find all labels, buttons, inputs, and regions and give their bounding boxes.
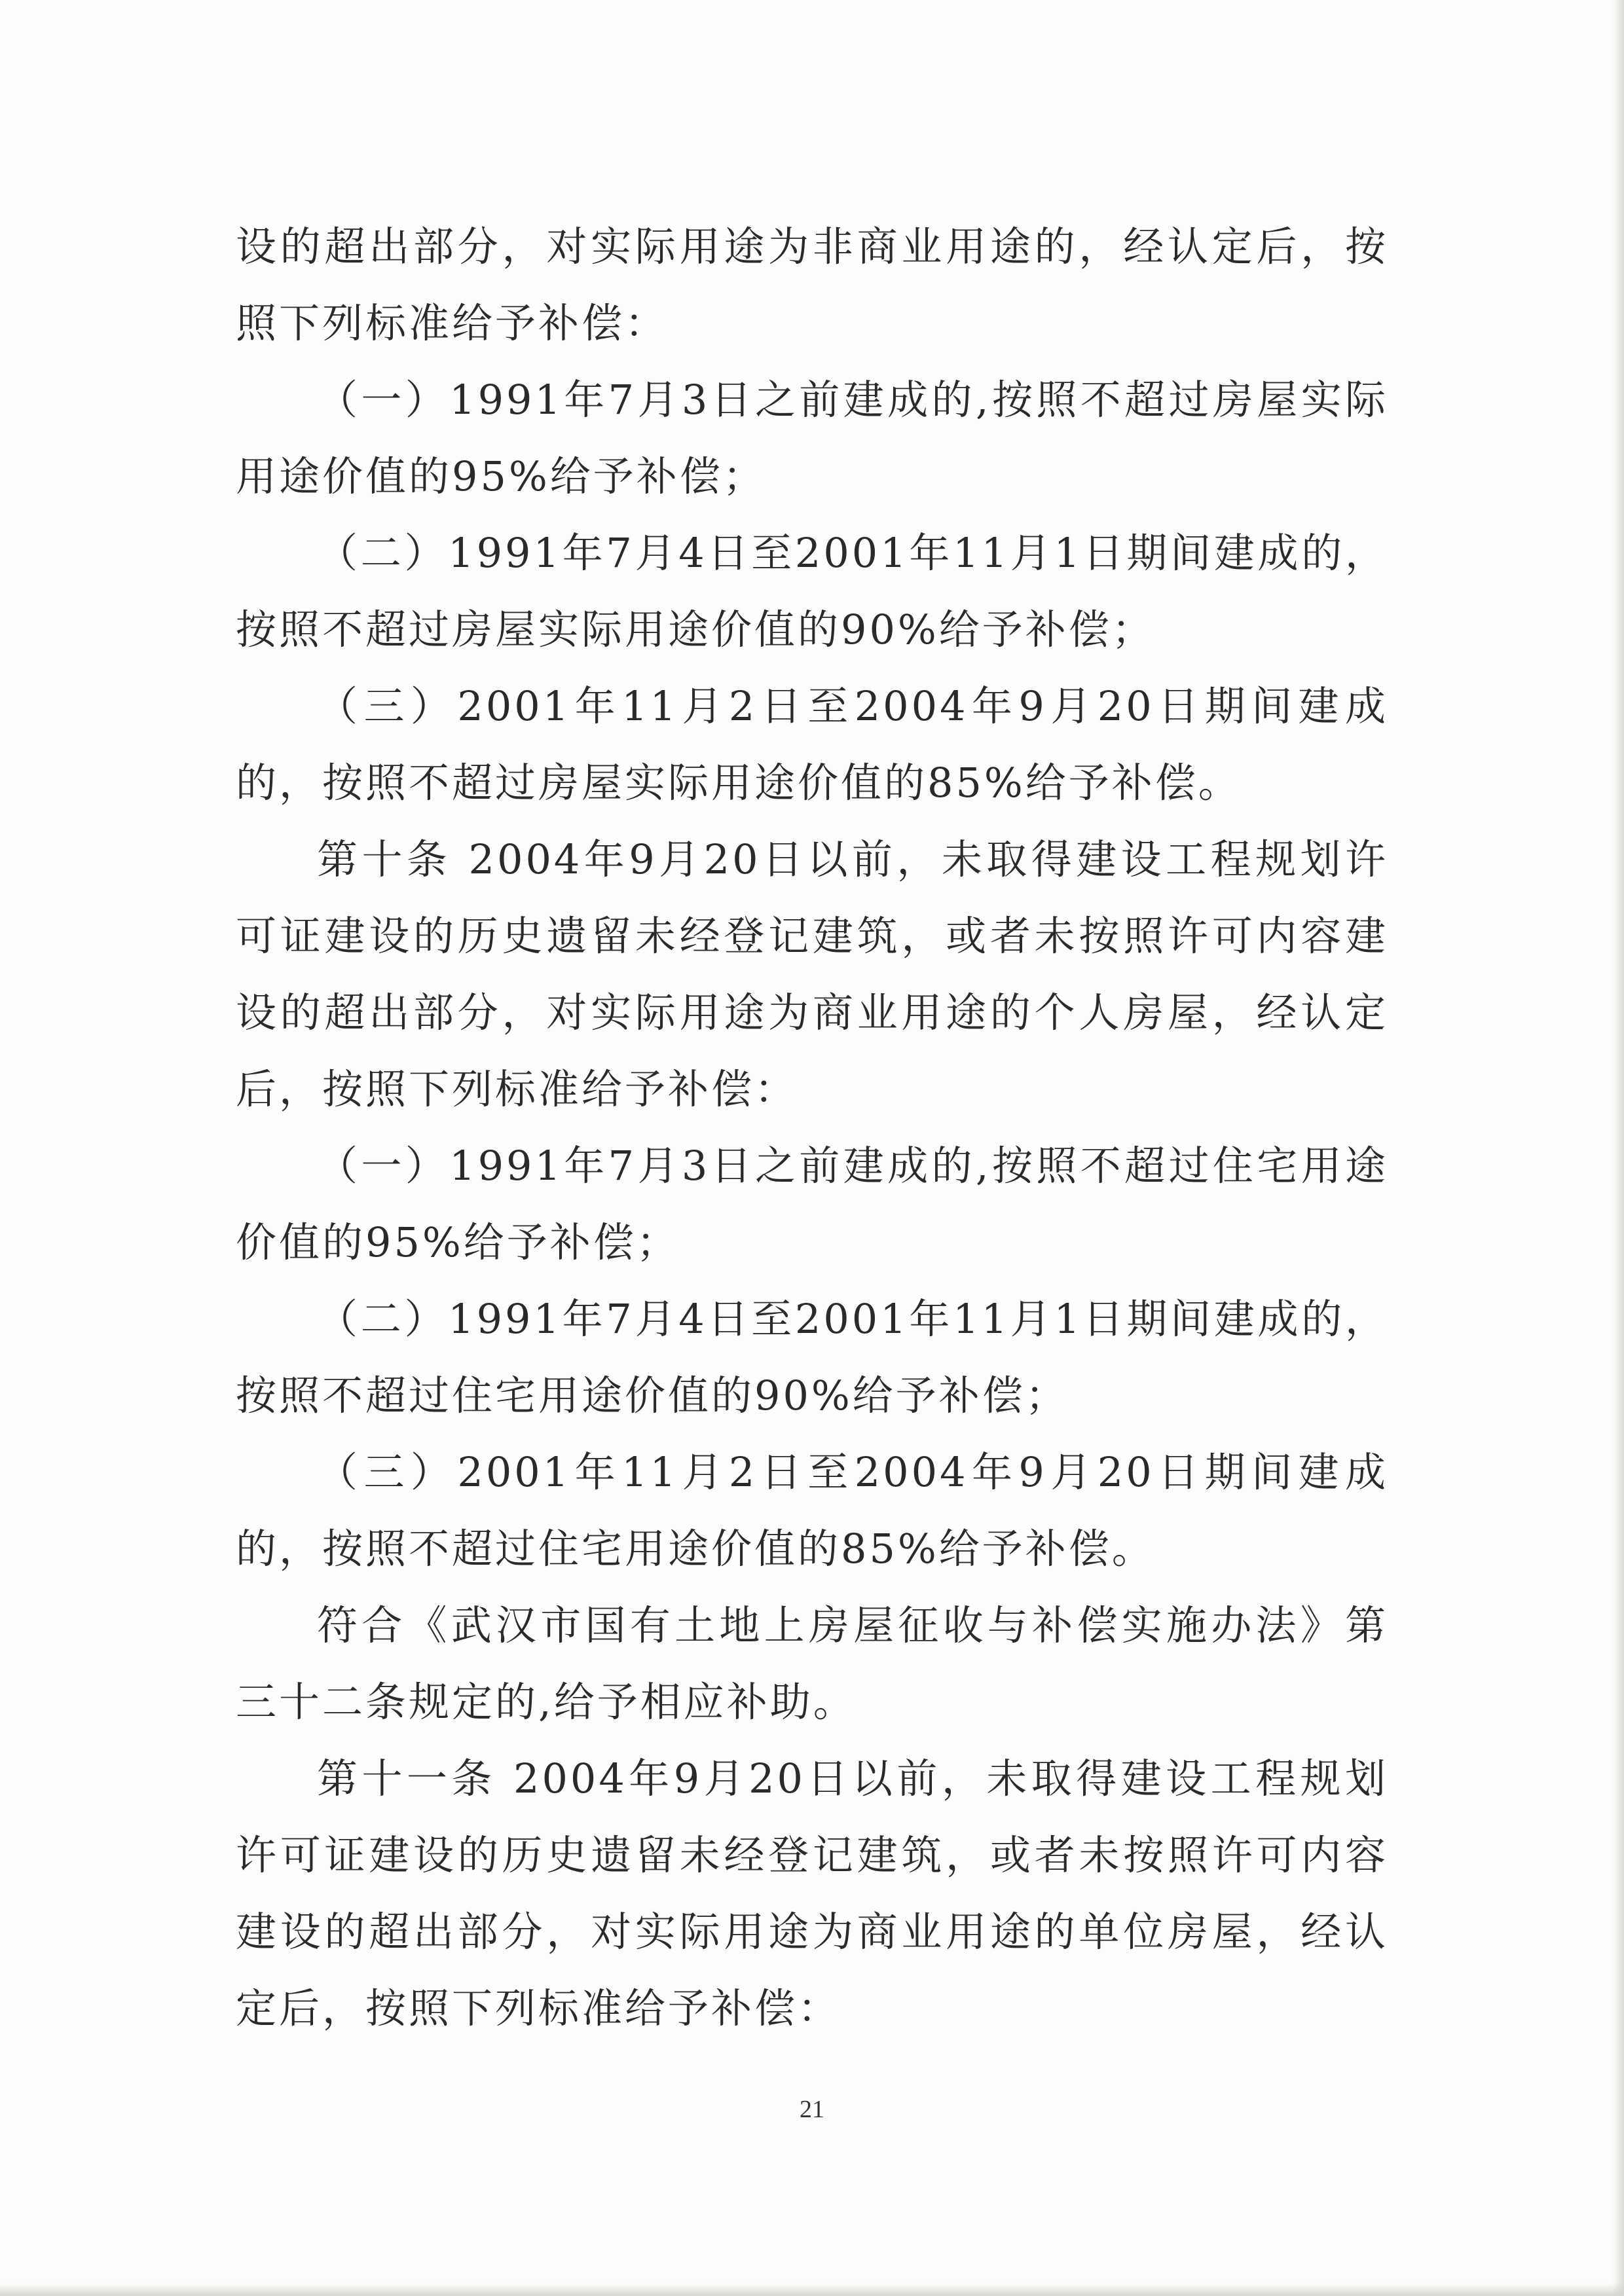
paragraph-article-10-item-3: （三）2001年11月2日至2004年9月20日期间建成的，按照不超过住宅用途价值的85%给予补偿。 (236, 1448, 1388, 1573)
paragraph-article-10: 第十条 2004年9月20日以前，未取得建设工程规划许可证建设的历史遗留未经登记建筑，或者未按照许可内容建设的超出部分，对实际用途为商业用途的个人房屋，经认定后，按照下列标准给予补偿： (236, 835, 1388, 1113)
paragraph-article-10-item-2: （二）1991年7月4日至2001年11月1日期间建成的，按照不超过住宅用途价值的90%给予补偿； (236, 1295, 1388, 1419)
scan-edge-bottom (0, 2283, 1624, 2296)
scan-edge-right (1612, 0, 1624, 2296)
paragraph-item-2: （二）1991年7月4日至2001年11月1日期间建成的，按照不超过房屋实际用途价值的90%给予补偿； (236, 529, 1388, 653)
document-body (236, 208, 1388, 2047)
paragraph-article-11: 第十一条 2004年9月20日以前，未取得建设工程规划许可证建设的历史遗留未经登记建筑，或者未按照许可内容建设的超出部分，对实际用途为商业用途的单位房屋，经认定后，按照下列标准给予补偿： (236, 1755, 1388, 2032)
paragraph-item-1: （一）1991年7月3日之前建成的,按照不超过房屋实际用途价值的95%给予补偿； (236, 376, 1388, 500)
paragraph-continuation: 设的超出部分，对实际用途为非商业用途的，经认定后，按照下列标准给予补偿： (236, 223, 1388, 347)
page-number: 21 (800, 2096, 824, 2123)
paragraph-article-10-item-1: （一）1991年7月3日之前建成的,按照不超过住宅用途价值的95%给予补偿； (236, 1142, 1388, 1266)
paragraph-subsidy-note: 符合《武汉市国有土地上房屋征收与补偿实施办法》第三十二条规定的,给予相应补助。 (236, 1601, 1388, 1726)
paragraph-item-3: （三）2001年11月2日至2004年9月20日期间建成的，按照不超过房屋实际用途价值的85%给予补偿。 (236, 682, 1388, 807)
